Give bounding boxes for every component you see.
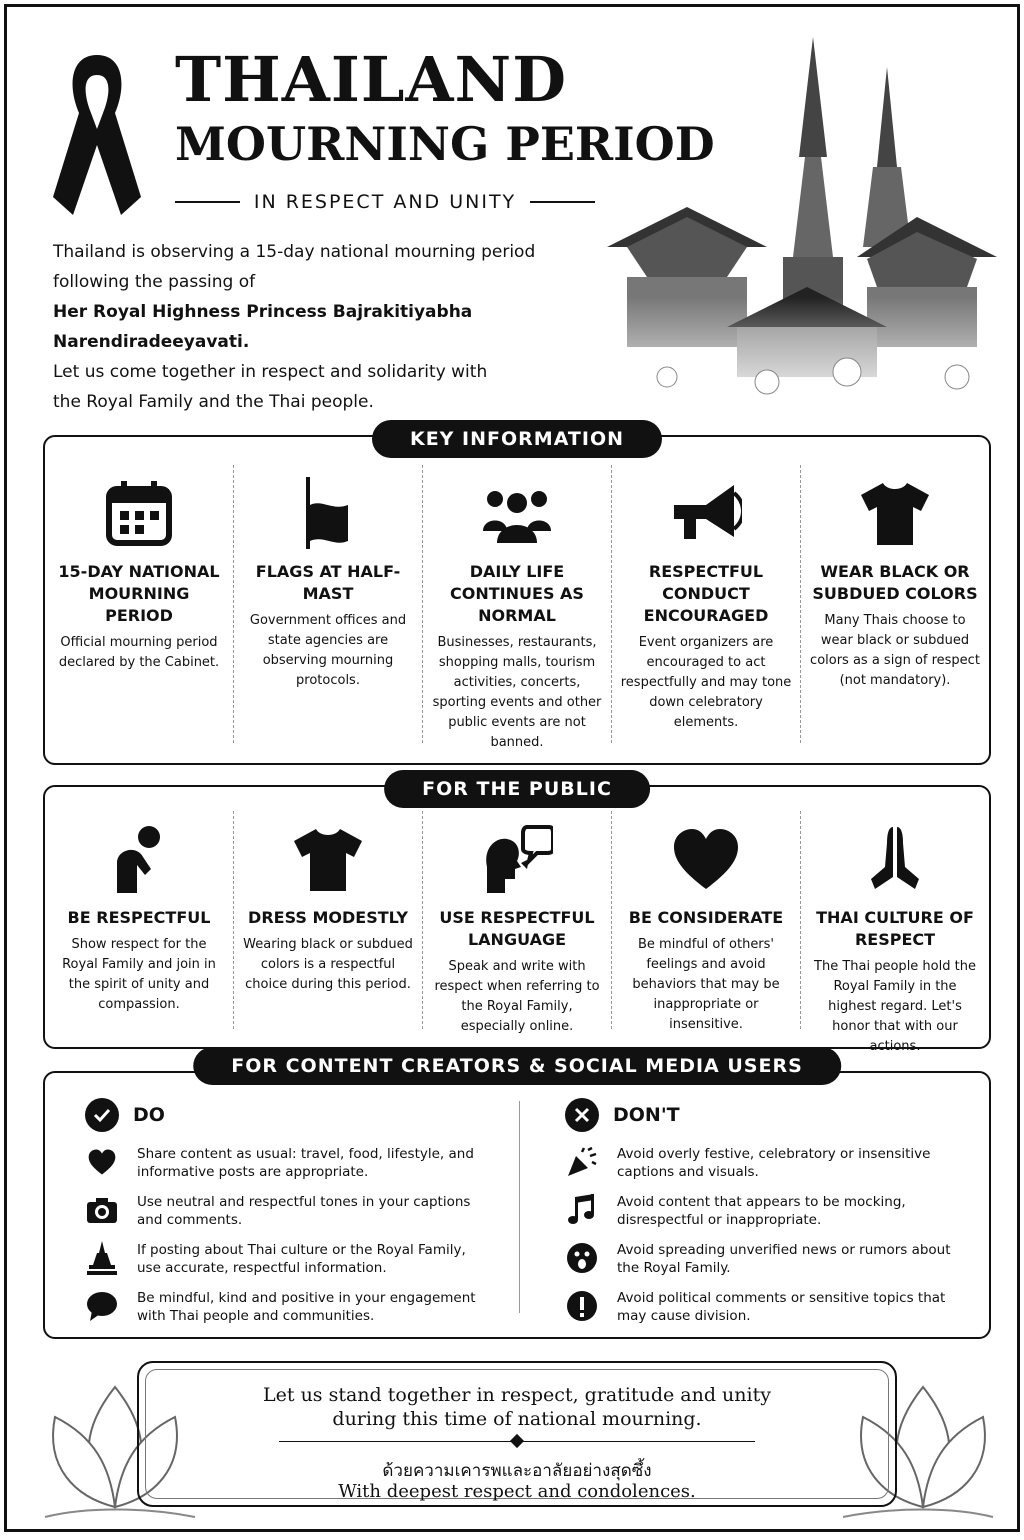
praying-hands-icon: [859, 823, 931, 895]
subtitle: [175, 191, 595, 213]
public-item: [423, 811, 612, 1034]
do-label: DO: [133, 1104, 165, 1126]
shocked-face-icon: [565, 1241, 599, 1275]
dont-item-text: Avoid overly festive, celebratory or insensitive captions and visuals.: [617, 1146, 931, 1180]
content-creators-heading: FOR CONTENT CREATORS & SOCIAL MEDIA USERS: [193, 1047, 841, 1085]
intro-line: Thailand is observing a 15-day national mourning period: [53, 242, 536, 262]
bowing-person-icon: [103, 823, 175, 895]
public-item-title: USE RESPECTFUL LANGUAGE: [439, 908, 595, 949]
dont-item: [565, 1193, 965, 1229]
do-item-text: Use neutral and respectful tones in your captions and comments.: [137, 1194, 471, 1228]
people-icon: [481, 477, 553, 549]
key-info-text: Government offices and state agencies are observing mourning protocols.: [249, 613, 407, 688]
public-item-text: The Thai people hold the Royal Family in the highest regard. Let's honor that with our actions.: [814, 959, 976, 1054]
key-info-item: [612, 465, 801, 743]
infographic-page: [4, 4, 1020, 1532]
public-item: [612, 811, 801, 1032]
do-item: [85, 1193, 485, 1229]
key-information-heading: KEY INFORMATION: [372, 420, 662, 458]
column-divider: [519, 1101, 520, 1313]
for-the-public-section: [43, 778, 991, 1054]
footer-condolences: With deepest respect and condolences.: [338, 1481, 696, 1502]
dont-item-text: Avoid spreading unverified news or rumors about the Royal Family.: [617, 1242, 951, 1276]
title-line-2: MOURNING PERIOD: [175, 117, 715, 171]
intro-line-princess: Her Royal Highness Princess Bajrakitiyabha Narendiradeeyavati.: [53, 302, 473, 352]
for-the-public-heading: FOR THE PUBLIC: [384, 770, 650, 808]
footer-message: [139, 1383, 895, 1431]
subtitle-text: IN RESPECT AND UNITY: [253, 191, 517, 213]
intro-line: following the passing of: [53, 272, 256, 292]
flag-icon: [292, 477, 364, 549]
intro-line: Let us come together in respect and solidarity with: [53, 362, 488, 382]
key-info-text: Official mourning period declared by the Cabinet.: [58, 635, 220, 670]
title-line-1: THAILAND: [175, 43, 567, 116]
do-item-text: Be mindful, kind and positive in your engagement with Thai people and communities.: [137, 1290, 476, 1324]
music-note-icon: [565, 1193, 599, 1227]
calendar-icon: [103, 477, 175, 549]
intro-line: the Royal Family and the Thai people.: [53, 392, 374, 412]
public-item-title: BE RESPECTFUL: [67, 908, 211, 927]
public-item-title: BE CONSIDERATE: [628, 908, 784, 927]
dont-item: [565, 1289, 965, 1325]
public-item-text: Show respect for the Royal Family and join in the spirit of unity and compassion.: [62, 937, 216, 1012]
key-info-title: RESPECTFUL CONDUCT ENCOURAGED: [643, 562, 769, 625]
do-item-text: If posting about Thai culture or the Royal Family, use accurate, respectful information.: [137, 1242, 466, 1276]
key-info-title: WEAR BLACK OR SUBDUED COLORS: [812, 562, 978, 603]
dont-item-text: Avoid political comments or sensitive topics that may cause division.: [617, 1290, 946, 1324]
key-info-title: FLAGS AT HALF-MAST: [255, 562, 401, 603]
footer-thai-text: ด้วยความเคารพและอาลัยอย่างสุดซึ้ง: [382, 1461, 652, 1481]
do-item-text: Share content as usual: travel, food, lifestyle, and informative posts are appropriate.: [137, 1146, 474, 1180]
key-info-text: Businesses, restaurants, shopping malls, tourism activities, concerts, sporting events and other public events are not banned.: [432, 635, 602, 750]
dont-item: [565, 1145, 965, 1181]
footer-message-box: [137, 1361, 897, 1507]
pagoda-icon: [85, 1241, 119, 1275]
key-info-text: Many Thais choose to wear black or subdued colors as a sign of respect (not mandatory).: [810, 613, 980, 688]
public-item: [45, 811, 234, 1029]
dont-label: DON'T: [613, 1104, 680, 1126]
tshirt-icon: [292, 823, 364, 895]
public-item-title: DRESS MODESTLY: [248, 908, 408, 927]
footer-line-1: Let us stand together in respect, gratitude and unity: [263, 1384, 771, 1406]
do-column: [85, 1097, 485, 1324]
heart-icon: [85, 1145, 119, 1179]
content-creators-section: [43, 1055, 991, 1339]
public-item: [234, 811, 423, 1029]
mourning-ribbon-icon: [49, 47, 145, 223]
public-item-title: THAI CULTURE OF RESPECT: [816, 908, 974, 949]
key-info-item: [45, 465, 234, 743]
tshirt-icon: [859, 477, 931, 549]
key-info-item: [423, 465, 612, 750]
party-popper-icon: [565, 1145, 599, 1179]
speech-bubble-icon: [85, 1289, 119, 1323]
speaking-head-icon: [481, 823, 553, 895]
key-information-section: [43, 428, 991, 765]
public-item-text: Wearing black or subdued colors is a respectful choice during this period.: [243, 937, 413, 992]
do-item: [85, 1241, 485, 1277]
footer-line-2: during this time of national mourning.: [332, 1408, 702, 1430]
key-info-item: [234, 465, 423, 743]
temple-illustration: [577, 37, 1017, 417]
dont-item: [565, 1241, 965, 1277]
heart-icon: [670, 823, 742, 895]
public-item-text: Speak and write with respect when referring to the Royal Family, especially online.: [434, 959, 600, 1034]
exclamation-icon: [565, 1289, 599, 1323]
dont-item-text: Avoid content that appears to be mocking, disrespectful or inappropriate.: [617, 1194, 906, 1228]
key-info-title: DAILY LIFE CONTINUES AS NORMAL: [450, 562, 584, 625]
do-item: [85, 1289, 485, 1325]
check-icon: [85, 1098, 119, 1132]
key-info-item: [801, 465, 989, 743]
megaphone-icon: [670, 477, 742, 549]
key-info-title: 15-DAY NATIONAL MOURNING PERIOD: [58, 562, 220, 625]
camera-icon: [85, 1193, 119, 1227]
intro-text: [53, 237, 613, 417]
do-item: [85, 1145, 485, 1181]
public-item: [801, 811, 989, 1054]
key-info-text: Event organizers are encouraged to act respectfully and may tone down celebratory elements.: [620, 635, 792, 730]
x-icon: [565, 1098, 599, 1132]
public-item-text: Be mindful of others' feelings and avoid behaviors that may be inappropriate or insensitive.: [632, 937, 780, 1032]
dont-column: [565, 1097, 965, 1324]
